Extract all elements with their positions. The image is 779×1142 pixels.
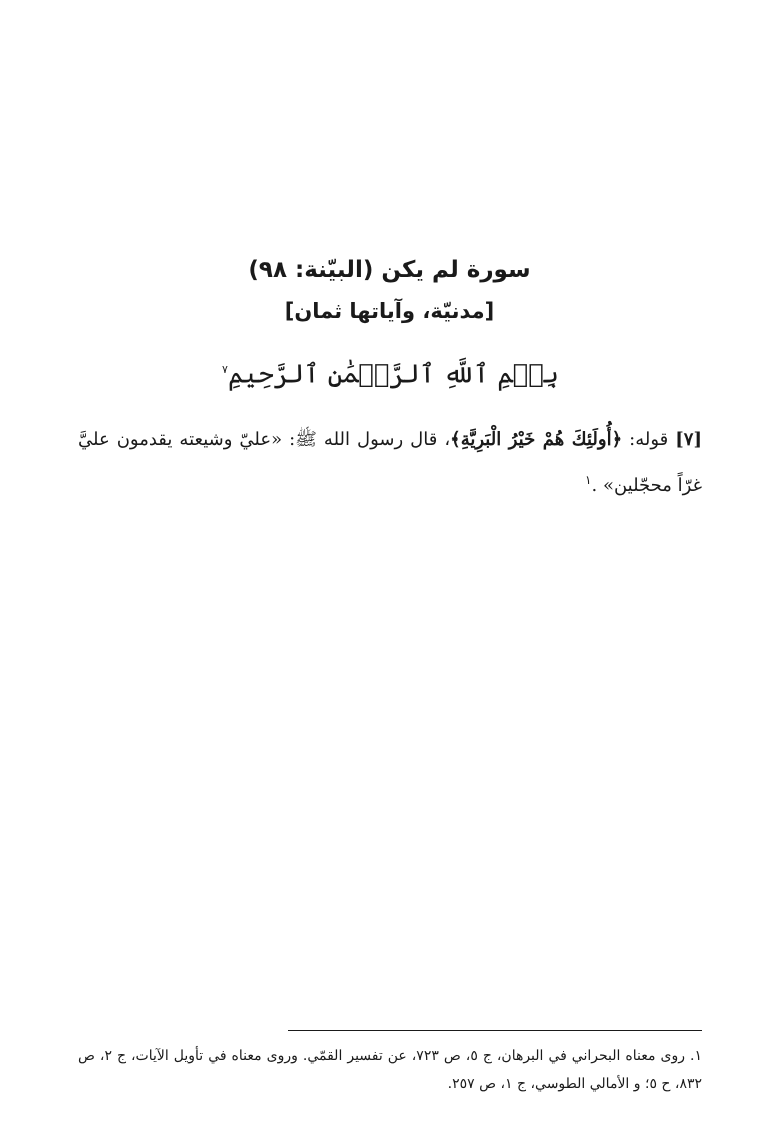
hadith-text: ، قال رسول الله ﷺ: «عليّ وشيعته يقدمون عليَّ غرّاً محجّلين» .	[78, 429, 702, 496]
basmala-verse-mark: ٧	[222, 363, 228, 376]
footnote-marker: ١	[585, 473, 592, 487]
surah-title: سورة لم يكن (البيّنة: ٩٨)	[248, 257, 531, 283]
footnote: ١. روى معناه البحراني في البرهان، ج ٥، ص ٧٢٣، عن تفسير القمّي. وروى معناه في تأويل الآيات، ج ٢، ص ٨٣٢، ح ٥؛ و الأمالي الطوسي، ج ١، ص ٢٥٧.	[78, 1048, 702, 1092]
basmala-text: بِسۡمِ ٱللَّهِ ٱلرَّحۡمَٰنِ ٱلرَّحِيمِ	[227, 359, 559, 390]
surah-meta: [مدنيّة، وآياتها ثمان]	[284, 299, 495, 323]
lead-text: قوله:	[629, 429, 669, 450]
footnote-divider	[288, 1030, 702, 1031]
quran-quote: ﴿أُولَئِكَ هُمْ خَيْرُ الْبَرِيَّةِ﴾	[450, 429, 623, 450]
verse-number: [٧]	[675, 429, 702, 450]
basmala	[0, 350, 779, 395]
commentary-paragraph	[78, 420, 702, 506]
